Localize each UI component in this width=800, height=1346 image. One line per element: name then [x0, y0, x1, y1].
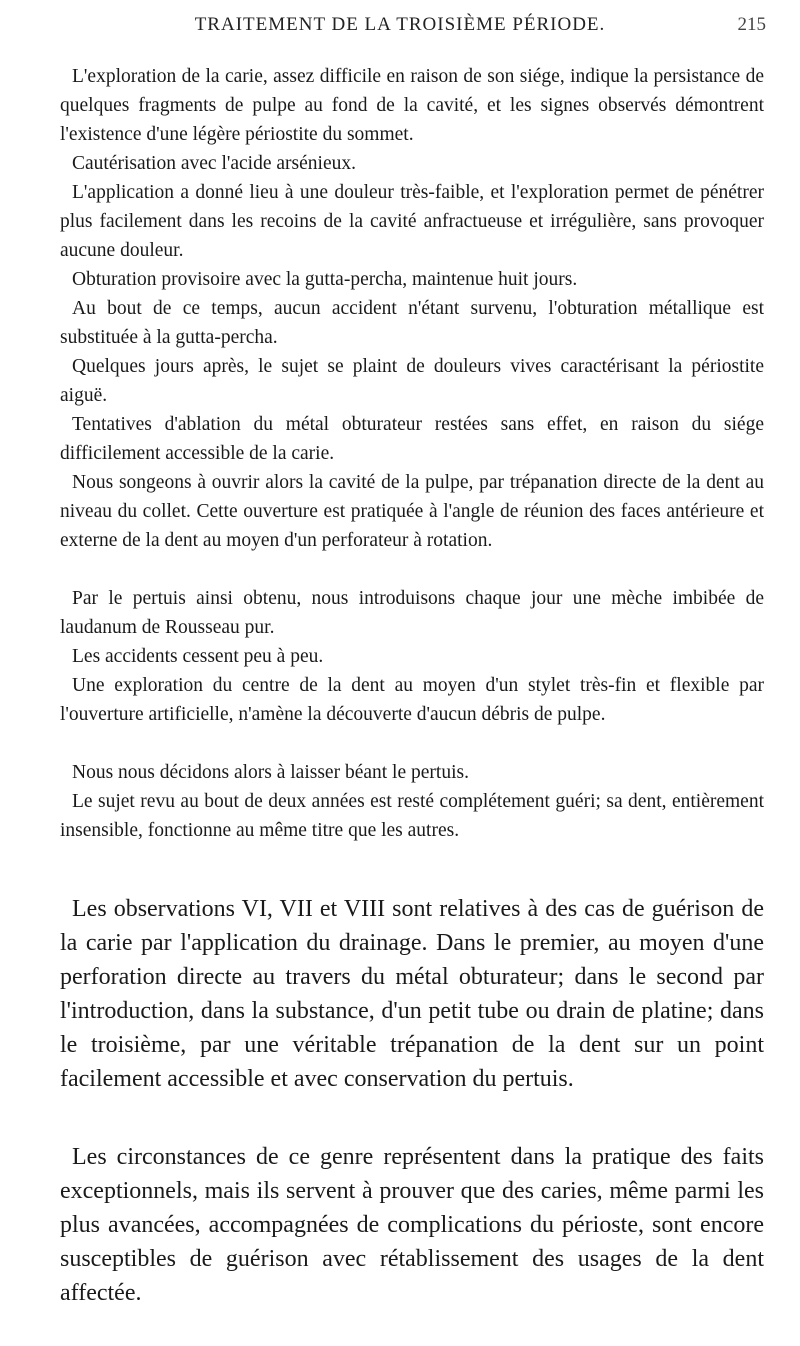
observation-paragraph: Les accidents cessent peu à peu. — [72, 646, 324, 667]
running-head: TRAITEMENT DE LA TROISIÈME PÉRIODE. — [194, 14, 606, 35]
observation-paragraph: L'exploration de la carie, assez difficile en raison de son siége, indique la persistance de quelques fragments de pulpe au fond de la cavité, et les signes observés démontrent l'existence d'une légère périostite du sommet. — [60, 66, 764, 145]
observation-paragraph: Tentatives d'ablation du métal obturateur restées sans effet, en raison du siége difficilement accessible de la carie. — [60, 414, 764, 464]
observation-paragraph: Nous nous décidons alors à laisser béant le pertuis. — [72, 762, 469, 783]
commentary-paragraph: Les circonstances de ce genre représentent dans la pratique des faits exceptionnels, mais ils servent à prouver que des caries, même parmi les plus avancées, accompagnées de complications du périoste, sont encore susceptibles de guérison avec rétablissement des usages de la dent affectée. — [60, 1144, 764, 1306]
observation-paragraph: Au bout de ce temps, aucun accident n'étant survenu, l'obturation métallique est substituée à la gutta-percha. — [60, 298, 764, 348]
observation-paragraph: Quelques jours après, le sujet se plaint de douleurs vives caractérisant la périostite aiguë. — [60, 356, 764, 406]
observation-paragraph: Nous songeons à ouvrir alors la cavité de la pulpe, par trépanation directe de la dent au niveau du collet. Cette ouverture est pratiquée à l'angle de réunion des faces antérieure et externe de la dent au moyen d'un perforateur à rotation. — [60, 472, 764, 551]
commentary-paragraph: Les observations VI, VII et VIII sont relatives à des cas de guérison de la carie par l'application du drainage. Dans le premier, au moyen d'une perforation directe au travers du métal obturateur; dans le second par l'introduction, dans la substance, d'un petit tube ou drain de platine; dans le troisième, par une véritable trépanation de la dent sur un point facilement accessible et avec conservation du pertuis. — [60, 896, 764, 1092]
observation-paragraph: Par le pertuis ainsi obtenu, nous introduisons chaque jour une mèche imbibée de laudanum de Rousseau pur. — [60, 588, 764, 638]
observation-paragraph: Cautérisation avec l'acide arsénieux. — [72, 153, 356, 174]
observation-paragraph: L'application a donné lieu à une douleur très-faible, et l'exploration permet de pénétrer plus facilement dans les recoins de la cavité anfractueuse et irrégulière, sans provoquer aucune douleur. — [60, 182, 764, 261]
page-header — [0, 0, 800, 46]
page-number: 215 — [737, 14, 766, 35]
observation-paragraph: Le sujet revu au bout de deux années est resté complétement guéri; sa dent, entièrement insensible, fonctionne au même titre que les autres. — [60, 791, 764, 841]
observation-paragraph: Obturation provisoire avec la gutta-percha, maintenue huit jours. — [72, 269, 578, 290]
observation-paragraph: Une exploration du centre de la dent au moyen d'un stylet très-fin et flexible par l'ouverture artificielle, n'amène la découverte d'aucun débris de pulpe. — [60, 675, 764, 725]
